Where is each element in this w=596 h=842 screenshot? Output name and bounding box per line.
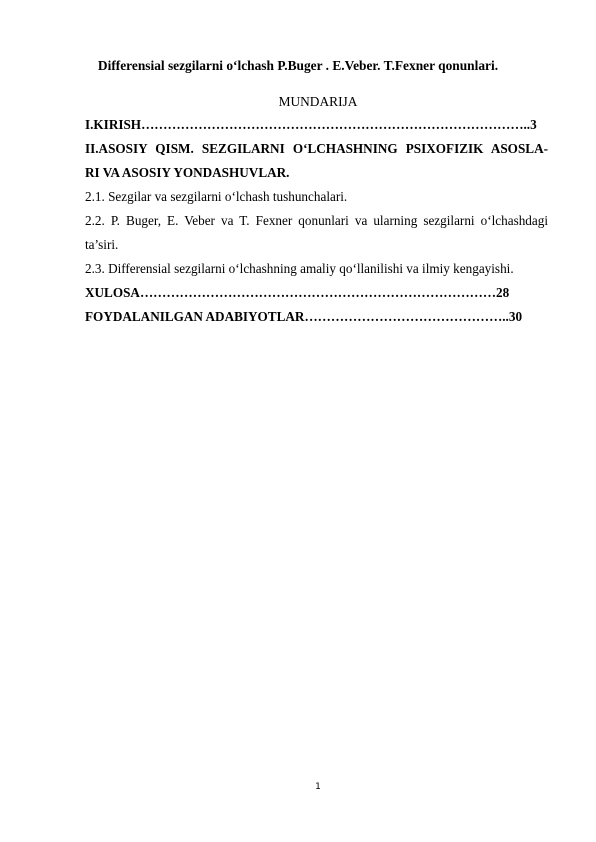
toc-entry-2-3: 2.3. Differensial sezgilarni o‘lchashning amaliy qo‘llanilishi va ilmiy kengayishi. [85,261,514,276]
page-number: 1 [315,782,321,792]
toc-entry-2-2: 2.2. P. Buger, E. Veber va T. Fexner qonunlari va ularning sezgilarni o‘lchashdagi [85,213,548,228]
toc-entry-asosiy-qism: II.ASOSIY QISM. SEZGILARNI O‘LCHASHNING PSIXOFIZIK ASOSLA- [85,141,548,156]
toc-entry-xulosa: XULOSA………………………………………………………………………28 [85,285,510,300]
toc-entry-kirish: I.KIRISH……………………………………………………………………………..3 [85,117,537,132]
toc-entry-2-1: 2.1. Sezgilar va sezgilarni o‘lchash tushunchalari. [85,189,348,204]
toc-entry-2-2-continued: ta’siri. [85,237,119,252]
toc-heading: MUNDARIJA [278,94,358,109]
toc-entry-adabiyotlar: FOYDALANILGAN ADABIYOTLAR………………………………………..30 [85,309,523,324]
document-title: Differensial sezgilarni o‘lchash P.Buger . E.Veber. T.Fexner qonunlari. [97,58,499,73]
toc-entry-asosiy-qism-continued: RI VA ASOSIY YONDASHUVLAR. [85,165,290,180]
table-of-contents [85,113,548,329]
